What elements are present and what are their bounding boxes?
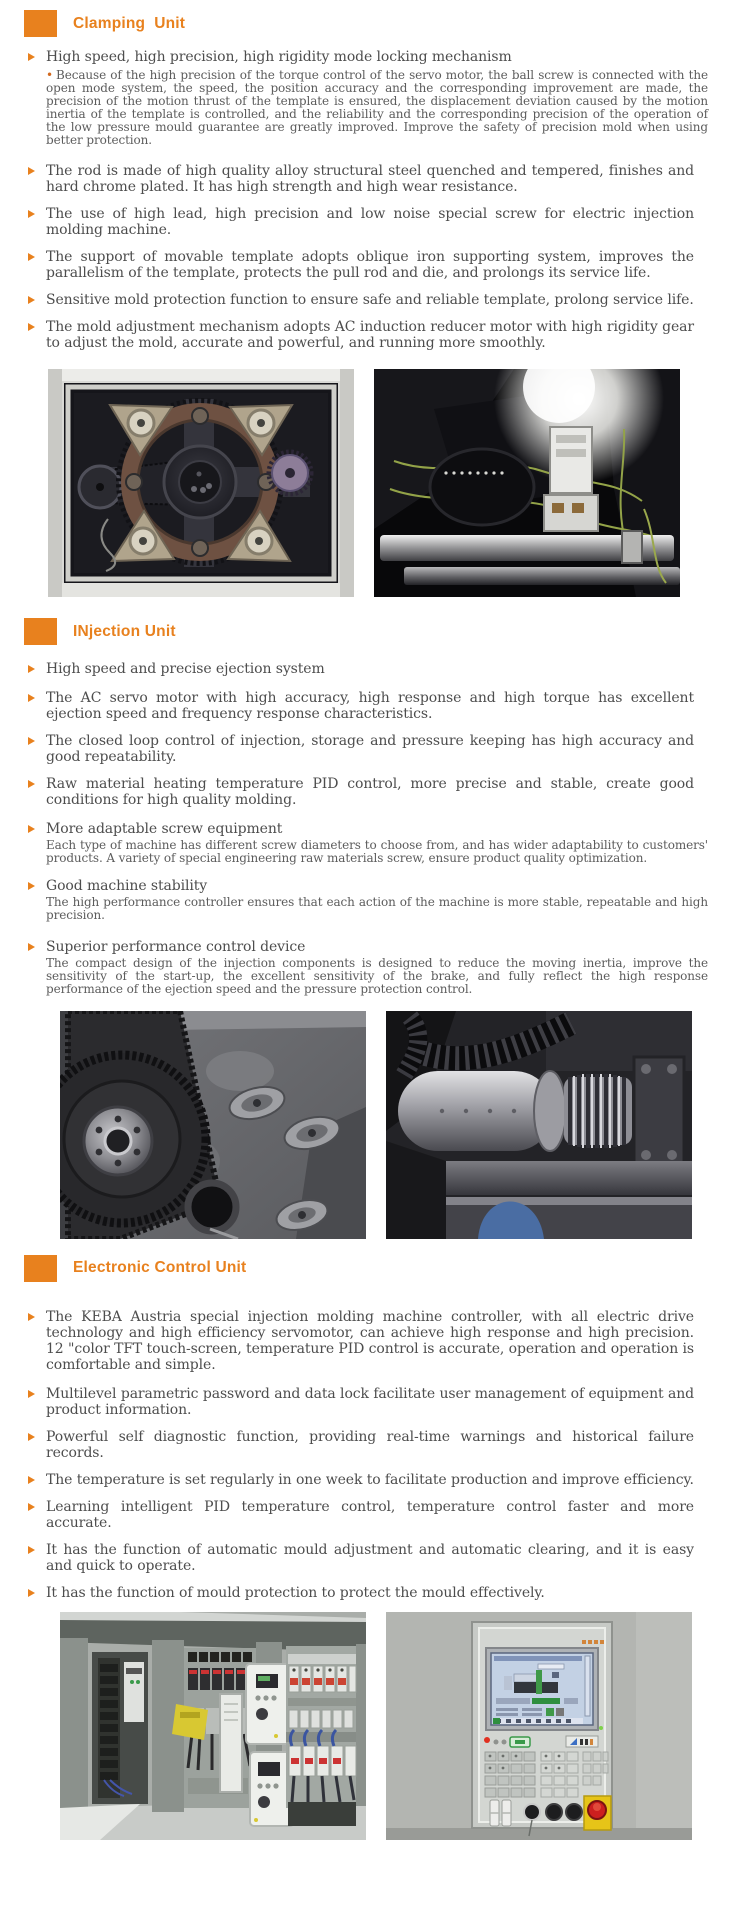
triangle-bullet-icon (28, 296, 35, 304)
section-header (24, 0, 740, 37)
breaker-bay (286, 1646, 356, 1826)
feature-bullet: The rod is made of high quality alloy structural steel quenched and tempered, finishes and hard chrome plated. It has high strength and high wear resistance. (28, 163, 720, 195)
triangle-bullet-icon (28, 53, 35, 61)
clamping-platen-ring-gear-photo (48, 369, 354, 597)
feature-bullet: Sensitive mold protection function to ensure safe and reliable template, prolong service life. (28, 292, 720, 308)
feature-bullet: Multilevel parametric password and data lock facilitate user management of equipment and product information. (28, 1386, 720, 1418)
section-title: Electronic Control Unit (73, 1259, 247, 1277)
triangle-bullet-icon (28, 1433, 35, 1441)
feature-subtext (46, 839, 708, 865)
control-photo-row (0, 1612, 740, 1840)
triangle-bullet-icon (28, 1546, 35, 1554)
section-marker-square (24, 10, 57, 37)
triangle-bullet-icon (28, 780, 35, 788)
tft-screen (486, 1648, 603, 1730)
section-electronic-control-unit (0, 1255, 740, 1840)
feature-bullet: The KEBA Austria special injection molding machine controller, with all electric drive technology and high efficiency servomotor, can achieve high response and high precision. 12 "color TFT touch-screen, temperature PID control is accurate, operation and operation is comfortable and simple. (28, 1309, 720, 1373)
section-title: INjection Unit (73, 622, 176, 640)
feature-bullet: Powerful self diagnostic function, providing real-time warnings and historical failure records. (28, 1429, 720, 1461)
triangle-bullet-icon (28, 825, 35, 833)
feature-bullet: The closed loop control of injection, storage and pressure keeping has high accuracy and good repeatability. (28, 733, 720, 765)
flange (634, 1057, 684, 1167)
triangle-bullet-icon (28, 210, 35, 218)
triangle-bullet-icon (28, 1503, 35, 1511)
feature-bullet: High speed, high precision, high rigidity mode locking mechanism (28, 49, 720, 65)
triangle-bullet-icon (28, 1390, 35, 1398)
clamping-drive-detail-photo (374, 369, 680, 597)
triangle-bullet-icon (28, 323, 35, 331)
electrical-cabinet-photo (60, 1612, 366, 1840)
feature-bullet: Learning intelligent PID temperature control, temperature control faster and more accurate. (28, 1499, 720, 1531)
triangle-bullet-icon (28, 167, 35, 175)
feature-bullet: The use of high lead, high precision and low noise special screw for electric injection molding machine. (28, 206, 720, 238)
section-injection-unit (0, 618, 740, 1238)
motor-cylinder (398, 1071, 554, 1151)
triangle-bullet-icon (28, 737, 35, 745)
triangle-bullet-icon (28, 1589, 35, 1597)
subtext: Because of the high precision of the torque control of the servo motor, the ball screw is connected with the open mode system, the speed, the position accuracy and the corresponding improvement are made, the precision of the motion thrust of the template is ensured, the displacement deviation caused by the motion inertia of the template is controlled, and the reliability and the corresponding precision of the operation of the low pressure mould guarantee are greatly improved. Improve the safety of precision mold when using better protection. (46, 68, 708, 147)
section-header (24, 1255, 740, 1282)
feature-bullet: The temperature is set regularly in one week to facilitate production and improve efficiency. (28, 1472, 720, 1488)
injection-screw-assembly-photo (386, 1011, 692, 1239)
subtext: Each type of machine has different screw diameters to choose from, and has wider adaptability to customers' products. A variety of special engineering raw materials screw, ensure product quality optimization. (46, 838, 708, 866)
feature-bullet: High speed and precise ejection system (28, 661, 720, 677)
dot-bullet-icon: • (46, 68, 53, 82)
triangle-bullet-icon (28, 882, 35, 890)
feature-subtext (46, 896, 708, 922)
triangle-bullet-icon (28, 1313, 35, 1321)
feature-bullet: The AC servo motor with high accuracy, high response and high torque has excellent ejection speed and frequency response characteristics. (28, 690, 720, 722)
feature-bullet: It has the function of mould protection to protect the mould effectively. (28, 1585, 720, 1601)
triangle-bullet-icon (28, 253, 35, 261)
triangle-bullet-icon (28, 943, 35, 951)
bore-hole (188, 1183, 236, 1231)
section-header (24, 618, 740, 645)
injection-gear-belt-photo (60, 1011, 366, 1239)
emergency-stop-button (584, 1796, 611, 1830)
feature-bullet: Good machine stability (28, 878, 720, 894)
triangle-bullet-icon (28, 1476, 35, 1484)
subtext: The high performance controller ensures that each action of the machine is more stable, repeatable and high precision. (46, 895, 708, 923)
subtext: The compact design of the injection components is designed to reduce the moving inertia, improve the sensitivity of the start-up, the excellent sensitivity of the brake, and fully reflect the high response performance of the ejection speed and the pressure protection control. (46, 956, 708, 996)
section-marker-square (24, 618, 57, 645)
injection-photo-row (0, 1011, 740, 1239)
feature-bullet: Raw material heating temperature PID control, more precise and stable, create good conditions for high quality molding. (28, 776, 720, 808)
operator-control-panel-photo (386, 1612, 692, 1840)
yellow-relay (172, 1704, 208, 1740)
triangle-bullet-icon (28, 694, 35, 702)
contactor-bay (172, 1648, 256, 1808)
feature-bullet: The support of movable template adopts oblique iron supporting system, improves the parallelism of the template, protects the pull rod and die, and prolongs its service life. (28, 249, 720, 281)
feature-bullet: It has the function of automatic mould adjustment and automatic clearing, and it is easy and quick to operate. (28, 1542, 720, 1574)
feature-subtext (46, 957, 708, 996)
feature-bullet: More adaptable screw equipment (28, 821, 720, 837)
clamping-photo-row (0, 369, 740, 597)
section-clamping-unit (0, 0, 740, 597)
triangle-bullet-icon (28, 665, 35, 673)
feature-subtext (46, 69, 708, 146)
io-module-column (92, 1652, 148, 1804)
section-marker-square (24, 1255, 57, 1282)
feature-bullet: The mold adjustment mechanism adopts AC induction reducer motor with high rigidity gear to adjust the mold, accurate and powerful, and running more smoothly. (28, 319, 720, 351)
screw-thread (564, 1074, 632, 1148)
section-title: Clamping Unit (73, 14, 186, 32)
feature-bullet: Superior performance control device (28, 939, 720, 955)
